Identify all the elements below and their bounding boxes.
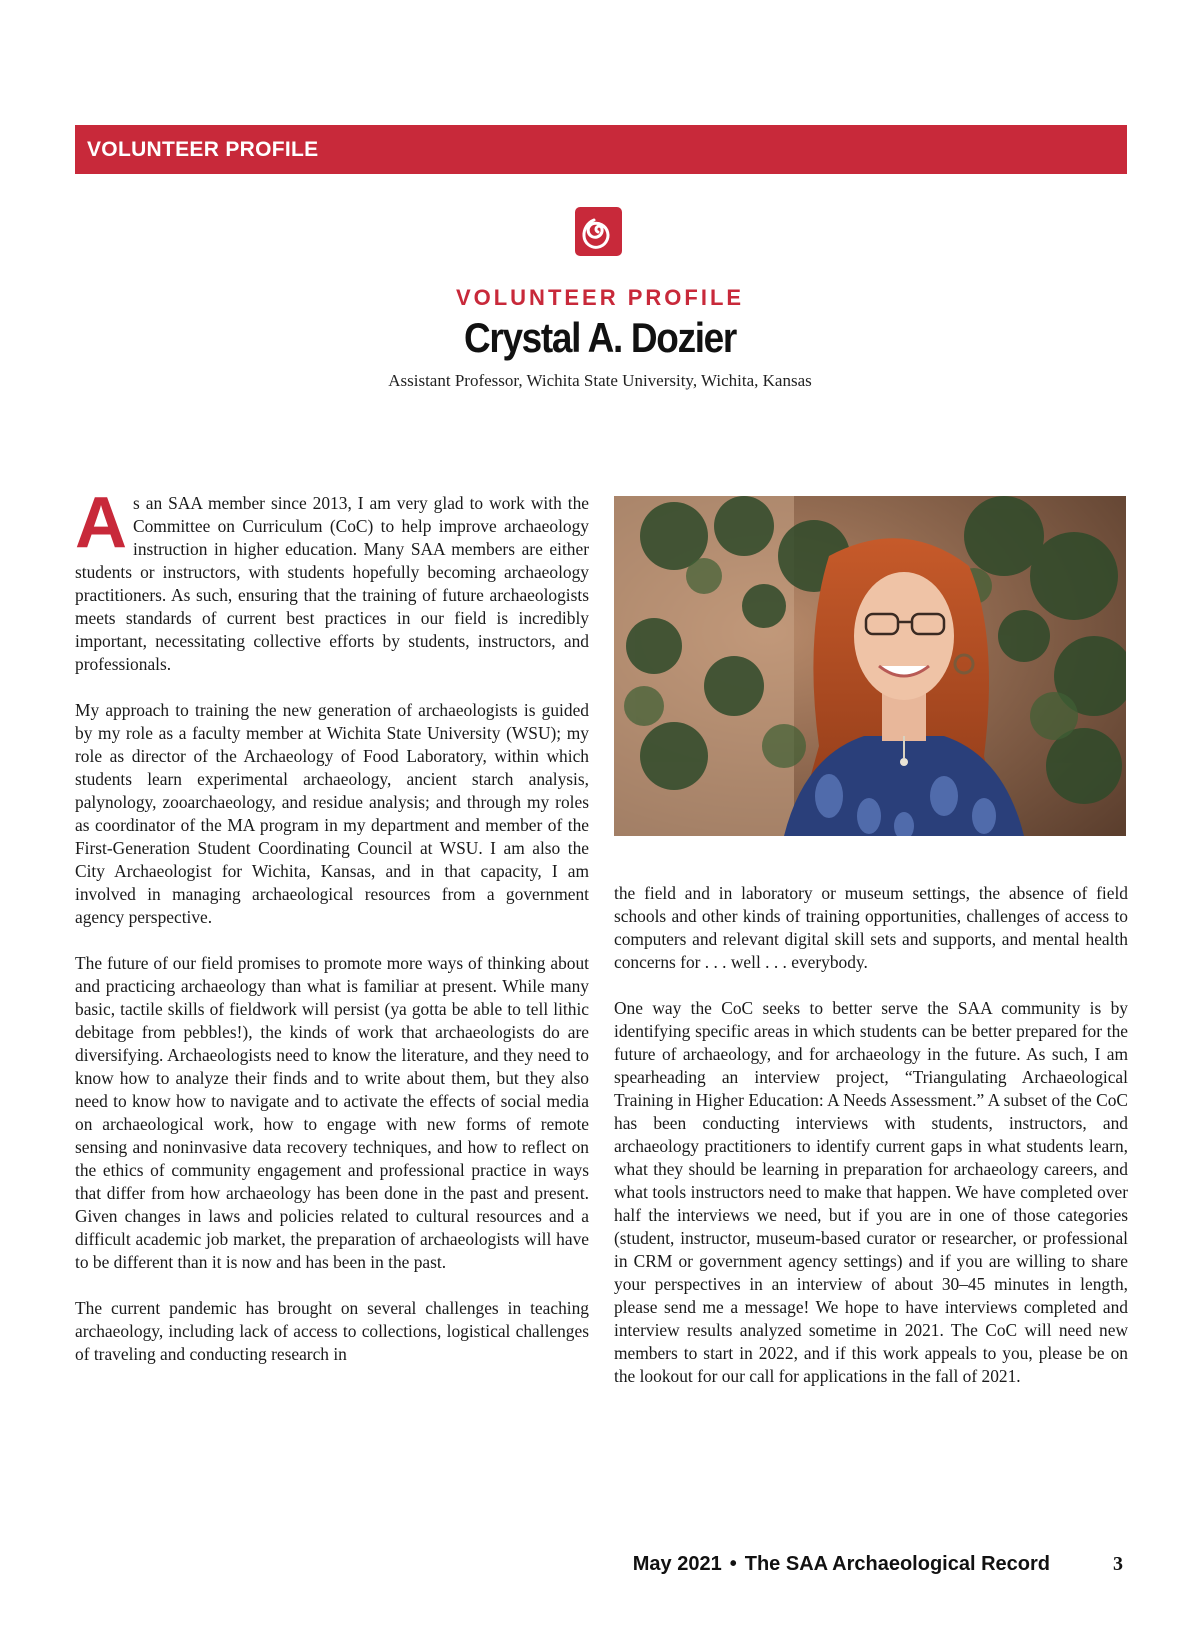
paragraph-approach: My approach to training the new generation of archaeologists is guided by my role as a faculty member at Wichita State University (WSU); my role as director of the Archaeology of Food Laboratory, within which students learn experimental archaeology, ancient starch analysis, palynology, zooarchaeology, and residue analysis; and through my roles as coordinator of the MA program in my department and member of the First-Generation Student Coordinating Council at WSU. I am also the City Archaeologist for Wichita, Kansas, and in that capacity, I am involved in managing archaeological resources from a government agency perspective. [75,700,589,927]
paragraph-pandemic-end: the field and in laboratory or museum settings, the absence of field schools and other kinds of training opportunities, challenges of access to computers and relevant digital skill sets and supports, and mental health concerns for . . . well . . . everybody. [614,883,1128,972]
profile-kicker: VOLUNTEER PROFILE [455,285,745,310]
page-number: 3 [1113,1553,1123,1575]
paragraph-intro [75,483,589,676]
spiral-logo-icon [573,205,624,258]
paragraph-intro-text: s an SAA member since 2013, I am very glad to work with the Committee on Curriculum (CoC) to help improve archaeology instruction in higher education. Many SAA members are either students or instructors, with students hopefully becoming archaeology practitioners. As such, ensuring that the training of future archaeologists meets standards of current best practices in our field is incredibly important, necessitating collective efforts by students, instructors, and professionals. [75,493,589,674]
profile-affiliation: Assistant Professor, Wichita State University, Wichita, Kansas [388,371,812,390]
paragraph-coc-project: One way the CoC seeks to better serve the SAA community is by identifying specific areas in which students can be better prepared for the future of archaeology, and for archaeology in the future. As such, I am spearheading an interview project, “Triangulating Archaeological Training in Higher Education: A Needs Assessment.” A subset of the CoC has been conducting interviews with students, instructors, and archaeology practitioners to identify current gaps in what students learn, what they should be learning in preparation for archaeology careers, and what tools instructors need to make that happen. We have completed over half the interviews we need, but if you are in one of those categories (student, instructor, museum-based curator or researcher, or professional in CRM or government agency settings) and if you are willing to share your perspectives in an interview of about 30–45 minutes in length, please send me a message! We hope to have interviews completed and interview results analyzed sometime in 2021. The CoC will need new members to start in 2022, and if this work appeals to you, please be on the lookout for our call for applications in the fall of 2021. [614,998,1128,1386]
article-column-right [614,882,1128,1388]
section-banner [75,125,1127,174]
paragraph-future: The future of our field promises to promote more ways of thinking about and practicing archaeology than what is familiar at present. While many basic, tactile skills of fieldwork will persist (ya gotta be able to tell lithic debitage from pebbles!), the kinds of work that archaeologists do are diversifying. Archaeologists need to know the literature, and they need to know how to analyze their finds and to write about them, but they also need to know how to navigate and to activate the effects of social media on archaeological work, how to engage with new forms of remote sensing and noninvasive data recovery techniques, and how to reflect on the ethics of community engagement and professional practice in ways that differ from how archaeology has been done in the past and present. Given changes in laws and policies related to cultural resources and a difficult academic job market, the preparation of archaeologists will have to be different than it is now and has been in the past. [75,953,589,1272]
footer-issue: May 2021 [632,1553,722,1575]
banner-label: VOLUNTEER PROFILE [87,138,319,161]
article-column-left [75,483,589,1366]
footer-citation [633,1553,1050,1576]
drop-cap: A [75,483,127,563]
footer-bullet: • [729,1553,737,1575]
paragraph-pandemic-start: The current pandemic has brought on several challenges in teaching archaeology, including lack of access to collections, logistical challenges of traveling and conducting research in [75,1298,589,1364]
profile-photo [614,496,1126,836]
footer-publication: The SAA Archaeological Record [744,1553,1050,1575]
page-footer [0,1553,1200,1583]
profile-name: Crystal A. Dozier [464,314,736,361]
